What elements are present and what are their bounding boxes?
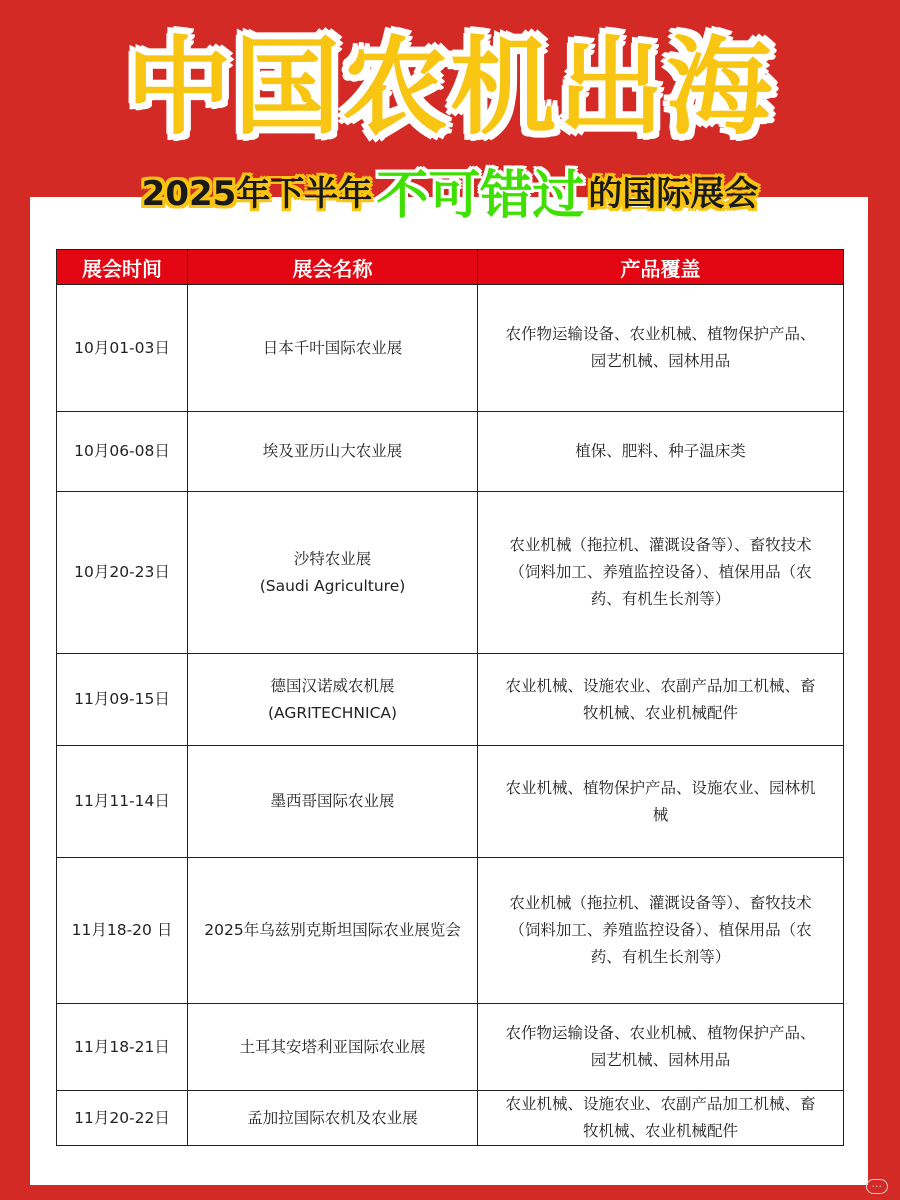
expo-name-line: 孟加拉国际农机及农业展 (247, 1108, 418, 1127)
column-header-name: 展会名称 (188, 250, 478, 285)
table-header-row (57, 250, 844, 285)
expo-date: 11月11-14日 (57, 746, 188, 858)
expo-date: 10月20-23日 (57, 492, 188, 654)
expo-products-line: 农业机械、植物保护产品、设施农业、园林机 (505, 778, 816, 797)
table-row (57, 654, 844, 746)
expo-name (188, 654, 478, 746)
table-row (57, 858, 844, 1004)
table-row (57, 412, 844, 492)
expo-name-line: (Saudi Agriculture) (259, 576, 406, 595)
expo-name (188, 1091, 478, 1146)
subtitle-highlight: 不可错过 (376, 165, 585, 226)
table-row (57, 285, 844, 412)
subtitle-suffix: 的国际展会 (588, 173, 759, 214)
expo-name-line: (AGRITECHNICA) (267, 703, 398, 722)
expo-name (188, 858, 478, 1004)
expo-name-line: 埃及亚历山大农业展 (262, 442, 403, 460)
expo-name (188, 1004, 478, 1091)
column-header-date: 展会时间 (57, 250, 188, 285)
expo-products (478, 1004, 844, 1091)
expo-products (478, 746, 844, 858)
expo-products (478, 654, 844, 746)
expo-products-line: 牧机械、农业机械配件 (582, 703, 738, 722)
expo-date: 10月06-08日 (57, 412, 188, 492)
expo-products-line: 药、有机生长剂等） (590, 948, 731, 966)
expo-products (478, 285, 844, 412)
expo-products-line: 械 (652, 805, 669, 824)
expo-name (188, 746, 478, 858)
expo-name-line: 沙特农业展 (293, 549, 372, 568)
expo-name-line: 日本千叶国际农业展 (262, 338, 403, 357)
expo-date: 11月20-22日 (57, 1091, 188, 1146)
expo-products-line: 植保、肥料、种子温床类 (575, 442, 746, 460)
expo-name-line: 墨西哥国际农业展 (270, 792, 395, 810)
expo-products (478, 1091, 844, 1146)
expo-products (478, 858, 844, 1004)
expo-name-line: 2025年乌兹别克斯坦国际农业展览会 (204, 921, 461, 939)
table-row (57, 746, 844, 858)
expo-products-line: 农作物运输设备、农业机械、植物保护产品、 (505, 1024, 816, 1042)
page-title: 中国农机出海 (126, 26, 774, 149)
expo-products-line: （饲料加工、养殖监控设备）、植保用品（农 (509, 563, 812, 581)
expo-products-line: 农作物运输设备、农业机械、植物保护产品、 (505, 325, 816, 343)
column-header-products: 产品覆盖 (478, 250, 844, 285)
expo-products-line: 农业机械、设施农业、农副产品加工机械、畜 (505, 676, 816, 695)
expo-products-line: 农业机械、设施农业、农副产品加工机械、畜 (505, 1095, 816, 1113)
subtitle (0, 150, 900, 230)
watermark: ··· (866, 1179, 889, 1194)
expo-name-line: 土耳其安塔利亚国际农业展 (239, 1037, 426, 1056)
expo-name-line: 德国汉诺威农机展 (270, 676, 395, 695)
expo-products (478, 412, 844, 492)
expo-products-line: 农业机械（拖拉机、灌溉设备等）、畜牧技术 (509, 894, 812, 912)
expo-table (56, 249, 844, 1146)
table-row (57, 492, 844, 654)
expo-date: 11月18-20 日 (57, 858, 188, 1004)
expo-name (188, 412, 478, 492)
expo-products-line: 药、有机生长剂等） (590, 590, 731, 608)
expo-products-line: 牧机械、农业机械配件 (582, 1122, 738, 1140)
expo-products-line: 园艺机械、园林用品 (590, 1051, 731, 1069)
expo-products-line: 农业机械（拖拉机、灌溉设备等）、畜牧技术 (509, 536, 812, 554)
table-row (57, 1004, 844, 1091)
expo-name (188, 285, 478, 412)
expo-products-line: （饲料加工、养殖监控设备）、植保用品（农 (509, 921, 812, 939)
expo-products (478, 492, 844, 654)
table-row (57, 1091, 844, 1146)
subtitle-prefix: 2025年下半年 (141, 173, 373, 214)
expo-products-line: 园艺机械、园林用品 (590, 352, 731, 370)
expo-name (188, 492, 478, 654)
expo-date: 10月01-03日 (57, 285, 188, 412)
expo-date: 11月09-15日 (57, 654, 188, 746)
expo-date: 11月18-21日 (57, 1004, 188, 1091)
